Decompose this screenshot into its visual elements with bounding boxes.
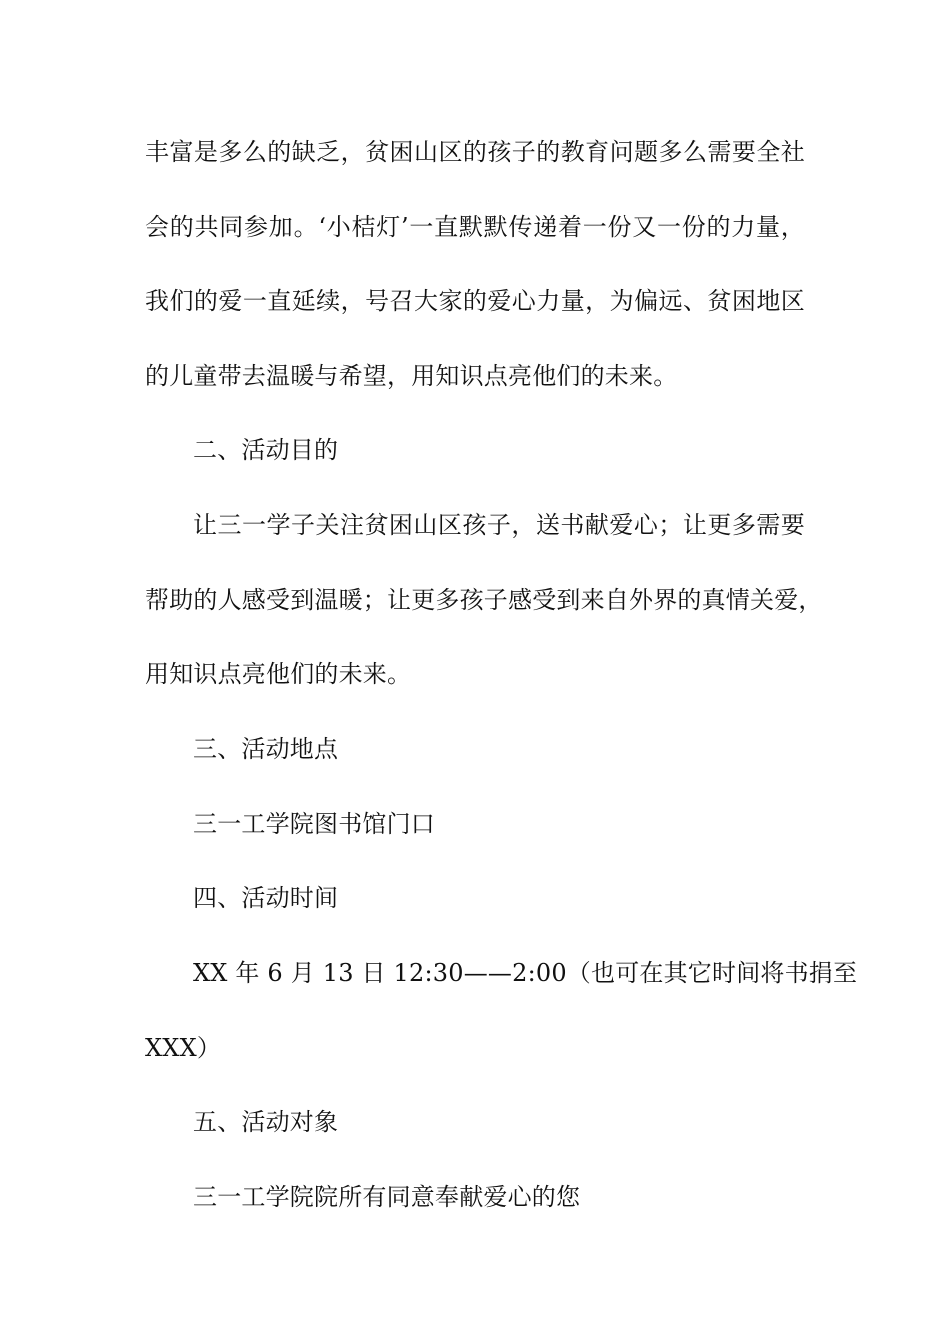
paragraph-line: 会的共同参加。‘小桔灯’一直默默传递着一份又一份的力量， xyxy=(145,213,805,241)
section-heading: 三、活动地点 xyxy=(193,735,339,763)
section-heading: 四、活动时间 xyxy=(193,884,339,912)
paragraph-line: 用知识点亮他们的未来。 xyxy=(145,660,412,688)
paragraph-line: 三一工学院图书馆门口 xyxy=(193,810,435,838)
paragraph-line: 帮助的人感受到温暖；让更多孩子感受到来自外界的真情关爱， xyxy=(145,586,823,614)
paragraph-line: 丰富是多么的缺乏，贫困山区的孩子的教育问题多么需要全社 xyxy=(145,138,805,166)
paragraph-line: 我们的爱一直延续，号召大家的爱心力量，为偏远、贫困地区 xyxy=(145,287,805,315)
paragraph-line: 三一工学院院所有同意奉献爱心的您 xyxy=(193,1183,581,1211)
section-heading: 五、活动对象 xyxy=(193,1108,339,1136)
paragraph-line: 让三一学子关注贫困山区孩子，送书献爱心；让更多需要 xyxy=(193,511,805,539)
paragraph-line: XXX） xyxy=(145,1034,222,1062)
paragraph-line: 的儿童带去温暖与希望，用知识点亮他们的未来。 xyxy=(145,362,678,390)
section-heading: 二、活动目的 xyxy=(193,436,339,464)
paragraph-line: XX 年 6 月 13 日 12:30——2:00（也可在其它时间将书捐至 xyxy=(193,959,858,987)
